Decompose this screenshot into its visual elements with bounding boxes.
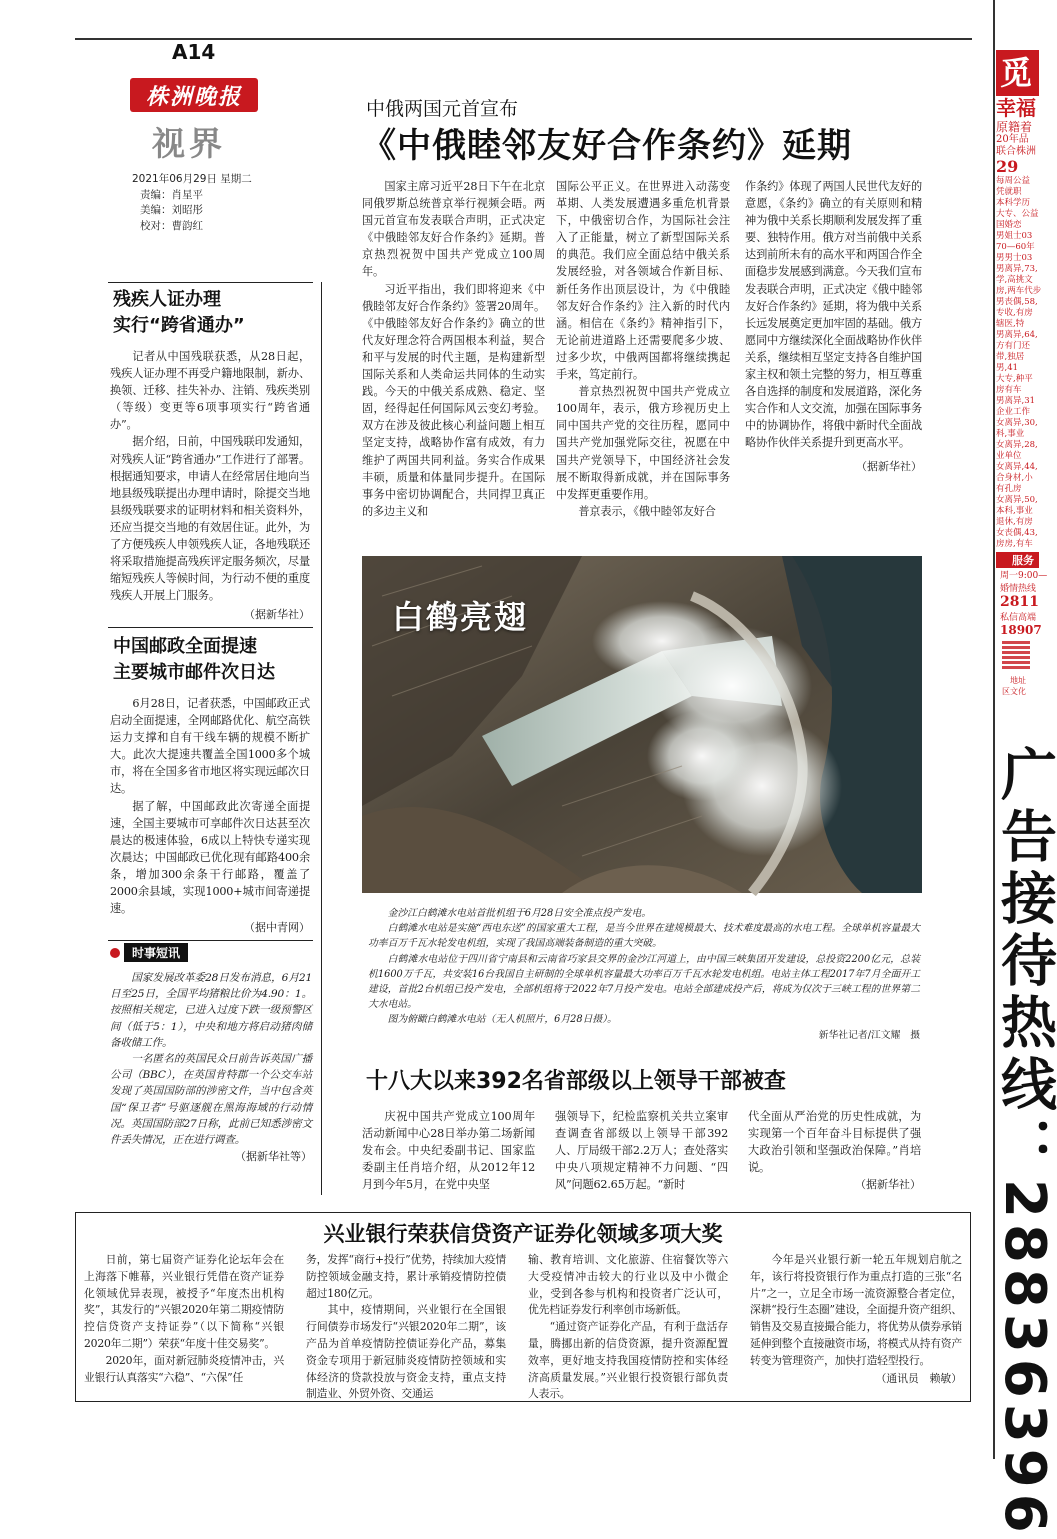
lead-column-3 [745, 178, 922, 475]
bottom-paragraph: 务，发挥“商行+投行”优势，持续加大疫情防控领域金融支持，累计承销疫情防控债超过180亿元。 [306, 1253, 506, 1300]
ad-listing-line: 房,两车代步 [996, 286, 1042, 296]
brief-header [110, 943, 188, 962]
hotline-text: 广告接待热线：28836396 [992, 745, 1057, 1539]
bottom-column-1 [84, 1252, 284, 1386]
bottom-source: （通讯员 赖敏） [875, 1371, 962, 1385]
ad-listing-line: 辖医,特 [996, 319, 1025, 329]
second-paragraph: 强领导下，纪检监察机关共立案审查调查省部级以上领导干部392人、厅局级干部2.2万人；查处落实中央八项规定精神不力问题、“四风”问题62.65万起。“新时 [555, 1110, 728, 1192]
left1-body [110, 348, 310, 623]
lead-paragraph: 作条约》体现了两国人民世代友好的意愿，《条约》确立的有关原则和精神为俄中关系长期顺利发展发挥了重要、独特作用。俄方对当前俄中关系达到前所未有的高水平和两国合作全面稳步发展感到满意。今天我们宣布发表联合声明，正式决定《俄中睦邻友好合作条约》延期，将为俄中关系长远发展奠定更加牢固的基础。俄方愿同中方继续深化全面战略协作伙伴关系，继续相互坚定支持各自维护国家主权和领土完整的努力，相互尊重各自选择的制度和发展道路，深化务实合作和人文交流，加强在国际事务中的协调协作，将俄中新时代全面战略协作伙伴关系提升到更高水平。 [745, 180, 922, 450]
caption-paragraph: 金沙江白鹤滩水电站首批机组于6月28日安全准点投产发电。 [387, 908, 652, 919]
right-ad-panel [996, 50, 1048, 730]
ad-listing-line: 男离异,73, [996, 264, 1038, 274]
ad-mobile-label: 私信高端 [1000, 613, 1037, 623]
lead-kicker: 中俄两国元首宣布 [366, 98, 519, 120]
paper-logo [130, 78, 258, 112]
left1-title-line2: 实行“跨省通办” [113, 315, 245, 336]
qr-code-icon [1002, 641, 1030, 669]
ad-listing-line: 企业工作 [996, 407, 1031, 417]
ad-listing-line: 方有门还 [996, 341, 1031, 351]
brief-body [110, 970, 312, 1165]
ad-sub2: 原籍着 [996, 120, 1033, 134]
left2-title-line2: 主要城市邮件次日达 [113, 662, 275, 683]
brief-label: 时事短讯 [124, 943, 188, 962]
ad-listing-line: 房房,有车 [996, 539, 1033, 549]
left2-body [110, 695, 310, 936]
lead-title: 《中俄睦邻友好合作条约》延期 [362, 126, 852, 166]
left1-source: （据新华社） [244, 608, 310, 622]
ad-listing-line: 大专,种平 [996, 374, 1033, 384]
second-column-2 [555, 1108, 728, 1193]
bottom-paragraph: 其中，疫情期间，兴业银行在全国银行间债券市场发行“兴银2020年二期”，该产品为首单疫情防控债证券化产品，募集资金专项用于新冠肺炎疫情防控领域和实体经济的贷款投放与资金支持，重点支持制造业、外贸外资、交通运 [306, 1303, 506, 1401]
ad-mobile: 18907 [1000, 623, 1042, 637]
left1-title [113, 287, 245, 339]
ad-listing-line: 每周公益 [996, 176, 1031, 186]
left2-paragraph: 据了解，中国邮政此次寄递全面提速，全国主要城市可享邮件次日达甚至次晨达的极速体验，6成以上特快专递实现次晨达；中国邮政已优化现有邮路400余条，增加300余条干行邮路，覆盖了2000余县域，实现1000+城市间寄递提速。 [110, 799, 310, 916]
lead-paragraph: 国家主席习近平28日下午在北京同俄罗斯总统普京举行视频会晤。两国元首宣布发表联合声明，正式决定《中俄睦邻友好合作条约》延期。普京热烈祝贺中国共产党成立100周年。 [362, 180, 545, 279]
photo-credit: 新华社记者/江文耀 摄 [818, 1029, 920, 1041]
ad-listing-line: 房有车 [996, 385, 1022, 395]
ad-listing-line: 科,事业 [996, 429, 1025, 439]
ad-listing-line: 学,高挑文 [996, 275, 1033, 285]
bottom-paragraph: 今年是兴业银行新一轮五年规划启航之年，该行将投资银行作为重点打造的三张“名片”之一，立足全市场一流资源整合者定位，深耕“投行生态圈”建设，全面提升资产组织、销售及交易直接撮合能力，将优势从债券承销延伸到整个直接融资市场，将模式从持有资产转变为管理资产，加快打造轻型投行。 [750, 1253, 962, 1367]
brief-item: 国家发展改革委28日发布消息，6月21日至25日，全国平均猪粮比价为4.90：1。按照相关规定，已进入过度下跌一级预警区间（低于5：1），中央和地方将启动猪肉储备收储工作。 [110, 972, 312, 1049]
ad-listing-line: 本科,事业 [996, 506, 1033, 516]
left2-source: （据中青网） [244, 921, 310, 935]
brief-source: （据新华社等） [235, 1150, 312, 1164]
caption-paragraph: 白鹤滩水电站是实施“西电东送”的国家重大工程，是当今世界在建规模最大、技术难度最高的水电工程。全球单机容量最大功率百万千瓦水轮发电机组，实现了我国高端装备制造的重大突破。 [368, 923, 920, 950]
left1-title-line1: 残疾人证办理 [113, 289, 221, 310]
ad-sub3: 20年品 [996, 134, 1029, 145]
second-source: （据新华社） [855, 1178, 921, 1192]
dam-photo [362, 556, 922, 893]
second-column-3 [748, 1108, 921, 1193]
left2-title [113, 634, 275, 686]
lead-paragraph: 国际公平正义。在世界进入动荡变革期、人类发展遭遇多重危机背景下，中俄密切合作，为国际社会注入了正能量，树立了新型国际关系的典范。我们应全面总结中俄关系发展经验，对各领域合作新目标、新任务作出顶层设计，为《中俄睦邻友好合作条约》注入新的时代内涵。相信在《条约》精神指引下，无论前进道路上还需要爬多少坡、过多少坎，中俄两国都将继续携起手来，笃定前行。 [556, 180, 730, 382]
caption-paragraph: 图为俯瞰白鹤滩水电站（无人机照片，6月28日摄）。 [387, 1014, 617, 1026]
left2-title-line1: 中国邮政全面提速 [113, 636, 257, 657]
ad-listing-line: 凭就职 [996, 187, 1022, 197]
ad-listing-line: 女离异,50, [996, 495, 1038, 505]
ad-price: 29 [996, 157, 1019, 176]
ad-listing-line: 有孔房 [996, 484, 1022, 494]
ad-listing [996, 176, 1042, 550]
bottom-paragraph: 日前，第七届资产证券化论坛年会在上海落下帷幕，兴业银行凭借在资产证券化领域优异表现，被授予“年度杰出机构奖”，其发行的“兴银2020年第二期疫情防控信贷资产支持证券”（以下简称“兴银2020年二期”）荣获“年度十佳交易奖”。 [84, 1253, 284, 1350]
ad-listing-line: 男,41 [996, 363, 1019, 373]
bottom-paragraph: 输、教育培训、文化旅游、住宿餐饮等六大受疫情冲击较大的行业以及中小微企业，受到各参与机构和投资者广泛认可，优先档证券发行利率创市场新低。 [528, 1253, 728, 1317]
ad-phone-label: 婚情热线 [1000, 584, 1037, 594]
second-paragraph: 庆祝中国共产党成立100周年活动新闻中心28日举办第二场新闻发布会。中央纪委副书记、国家监委副主任肖培介绍，从2012年12月到今年5月，在党中央坚 [362, 1110, 535, 1192]
ad-listing-line: 男离异,31 [996, 396, 1036, 406]
lead-source: （据新华社） [856, 459, 922, 473]
ad-addr2: 区文化 [1002, 687, 1026, 696]
paper-name: 株洲晚报 [145, 83, 242, 110]
bullet-icon [110, 948, 120, 958]
bottom-title: 兴业银行荣获信贷资产证券化领域多项大奖 [323, 1222, 723, 1246]
left1-paragraph: 记者从中国残联获悉，从28日起，残疾人证办理不再受户籍地限制，新办、换领、迁移、挂失补办、注销、残疾类别（等级）变更等6项事项实行“跨省通办”。 [110, 350, 310, 432]
designer: 美编：刘昭彤 [140, 204, 203, 216]
ad-listing-line: 退休,有房 [996, 517, 1033, 527]
editor: 责编：肖星平 [140, 188, 203, 201]
second-title: 十八大以来392名省部级以上领导干部被查 [366, 1069, 786, 1094]
ad-listing-line: 男离异,64, [996, 330, 1038, 340]
ad-listing-line: 女离异,44, [996, 462, 1038, 472]
left2-paragraph: 6月28日，记者获悉，中国邮政正式启动全面提速，全网邮路优化、航空高铁运力支撑和自有干线车辆的规模不断扩大。此次大提速共覆盖全国1000多个城市，将在全国多省市地区将实现远邮次日达。 [110, 697, 310, 796]
brief-item: 一名匿名的英国民众日前告诉英国广播公司（BBC），在英国肯特郡一个公交车站发现了英国国防部的涉密文件，当中包含英国“保卫者”号驱逐舰在黑海海域的行动情况。英国国防部27日称，此前已知悉涉密文件丢失情况，正在进行调查。 [110, 1053, 312, 1147]
lead-paragraph: 普京热烈祝贺中国共产党成立100周年，表示，俄方珍视历史上同中国共产党的交往历程，愿同中国共产党加强党际交往，祝愿在中国共产党领导下，中国经济社会发展不断取得新成就，并在国际事务中发挥更重要作用。 [556, 385, 730, 501]
ad-listing-line: 本科学历 [996, 198, 1031, 208]
ad-listing-line: 带,独居 [996, 352, 1025, 362]
page-number: A14 [172, 40, 216, 64]
lead-column-2 [556, 178, 730, 520]
ad-hours: 周一9:00— [1000, 571, 1048, 581]
ad-listing-line: 大专、公益 [996, 209, 1039, 219]
second-column-1 [362, 1108, 535, 1193]
ad-listing-line: 女离异,30, [996, 418, 1038, 428]
issue-date: 2021年06月29日 星期二 [132, 173, 252, 185]
ad-listing-line: 女离异,28, [996, 440, 1038, 450]
proofreader: 校对：曹韵红 [140, 219, 203, 232]
bottom-paragraph: “通过资产证券化产品，有利于盘活存量，腾挪出新的信贷资源，提升资源配置效率，更好地支持我国疫情防控和实体经济高质量发展。”兴业银行投资银行部负责人表示。 [528, 1320, 728, 1401]
bottom-column-4 [750, 1252, 962, 1387]
bottom-paragraph: 2020年，面对新冠肺炎疫情冲击，兴业银行认真落实“六稳”、“六保”任 [84, 1353, 284, 1384]
ad-listing-line: 国婚恋 [996, 220, 1022, 230]
ad-sub4: 联合株洲 [996, 146, 1036, 157]
ad-addr1: 地址 [1010, 676, 1026, 685]
ad-top-char: 觅 [996, 50, 1039, 96]
second-paragraph: 代全面从严治党的历史性成就，为实现第一个百年奋斗目标提供了强大政治引领和坚强政治保障。”肖培说。 [748, 1110, 921, 1175]
ad-listing-line: 专收,有房 [996, 308, 1033, 318]
ad-listing-line: 合身材,小 [996, 473, 1033, 483]
lead-paragraph: 普京表示，《俄中睦邻友好合 [578, 504, 716, 518]
lead-paragraph: 习近平指出，我们即将迎来《中俄睦邻友好合作条约》签署20周年。《中俄睦邻友好合作条约》确立的世代友好理念符合两国根本利益，契合和平与发展的时代主题，是构建新型国际关系和人类命运共同体的生动实践。今天的中俄关系成熟、稳定、坚固，经得起任何国际风云变幻考验。双方在涉及彼此核心利益问题上相互坚定支持，战略协作富有成效，有力维护了两国共同利益。务实合作成果丰硕，质量和体量同步提升。在国际事务中密切协调配合，共同捍卫真正的多边主义和 [362, 282, 545, 518]
ad-listing-line: 女丧偶,43, [996, 528, 1038, 538]
vertical-hotline [992, 745, 1057, 1539]
ad-phone: 2811 [1000, 594, 1039, 610]
bottom-column-2 [306, 1252, 506, 1403]
ad-listing-line: 男丧偶,58, [996, 297, 1038, 307]
ad-sub1: 幸福 [996, 96, 1036, 120]
photo-overlay-title: 白鹤亮翅 [392, 598, 529, 636]
ad-listing-line: 男男士03 [996, 253, 1033, 263]
ad-listing-line: 男姐士03 [996, 231, 1033, 241]
section-name: 视界 [152, 124, 226, 163]
masthead-meta [132, 172, 252, 234]
ad-listing-line: 业单位 [996, 451, 1022, 461]
ad-listing-line: 70—60年 [996, 242, 1035, 252]
caption-paragraph: 白鹤滩水电站位于四川省宁南县和云南省巧家县交界的金沙江河道上，由中国三峡集团开发建设，总投资2200亿元，总装机1600万千瓦，共安装16台我国自主研制的全球单机容量最大功率百万千瓦水轮发电机组。电站主体工程2017年7月全面开工建设，首批2台机组已投产发电，全部机组将于2022年7月投产发电。电站全部建成投产后，将成为仅次于三峡工程的世界第二大水电站。 [368, 953, 920, 1011]
lead-column-1 [362, 178, 545, 520]
ad-service: 服务 [996, 552, 1039, 568]
bottom-column-3 [528, 1252, 728, 1403]
left1-paragraph: 据介绍，日前，中国残联印发通知，对残疾人证“跨省通办”工作进行了部署。根据通知要求，申请人在经常居住地向当地县级残联提出办理申请时，除提交当地县级残联要求的证明材料和相关资料外，还应当提交当地的有效居住证。此外，为了方便残疾人申领残疾人证，各地残联还将采取措施提高残疾评定服务频次，尽量缩短残疾人等候时间，为行动不便的重度残疾人开展上门服务。 [110, 435, 310, 603]
photo-caption [368, 906, 920, 1043]
